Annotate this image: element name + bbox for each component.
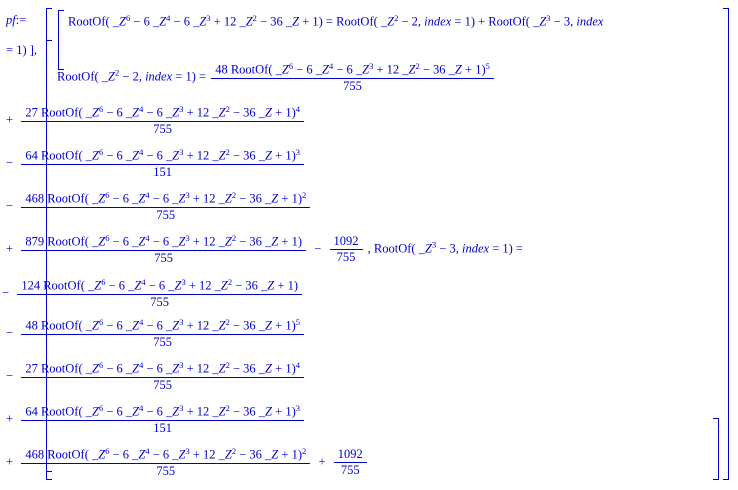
fraction-line11-trailing: $\frac{1092}{755}$ — [334, 448, 367, 477]
line-7: − $\frac{124 RootOf( \_Z^6 - 6 \_Z^4 - 6 \_Z^3 + 12 \_Z^2 - 36 \_Z + 1)}{755}$ — [2, 278, 304, 309]
line-11: + $\frac{468 RootOf( \_Z^6 - 6 \_Z^4 - 6 \_Z^3 + 12 \_Z^2 - 36 \_Z + 1)^2}{755}$ + $\frac{1092}{755}$ — [6, 447, 369, 478]
fraction-line5: $\frac{468 RootOf( \_Z^6 - 6 \_Z^4 - 6 \_Z^3 + 12 \_Z^2 - 36 \_Z + 1)^2}{755}$ — [21, 191, 310, 222]
fraction-line6: $\frac{879 RootOf( \_Z^6 - 6 \_Z^4 - 6 \_Z^3 + 12 \_Z^2 - 36 \_Z + 1)}{755}$ — [21, 234, 306, 265]
fraction-line9: $\frac{27 RootOf( \_Z^6 - 6 \_Z^4 - 6 \_Z^3 + 12 \_Z^2 - 36 \_Z + 1)^4}{755}$ — [21, 361, 304, 392]
line-1-expression: RootOf( $\_Z^6 - 6$ $\_Z^4 - 6$ $\_Z^3 + 12$ $\_Z^2 - 36$ _Z + 1) = RootOf( $\_Z^2 - 2$, index = 1) + RootOf( $\_Z^3 - 3$, index — [68, 13, 604, 29]
line-6: + $\frac{879 RootOf( \_Z^6 - 6 \_Z^4 - 6 \_Z^3 + 12 \_Z^2 - 36 \_Z + 1)}{755}$ − $\frac{1092}{755}$ , RootOf( $\_Z^3 - 3$, index = 1) = — [6, 233, 523, 265]
fraction-denominator: 755 — [343, 78, 362, 93]
fraction-line8: $\frac{48 RootOf( \_Z^6 - 6 \_Z^4 - 6 \_Z^3 + 12 \_Z^2 - 36 \_Z + 1)^5}{755}$ — [21, 318, 304, 349]
line-2-prefix: = 1) ], — [6, 43, 38, 57]
line-8: − $\frac{48 RootOf( \_Z^6 - 6 \_Z^4 - 6 \_Z^3 + 12 \_Z^2 - 36 \_Z + 1)^5}{755}$ — [6, 318, 306, 349]
fraction-line7: $\frac{124 RootOf( \_Z^6 - 6 \_Z^4 - 6 \_Z^3 + 12 \_Z^2 - 36 \_Z + 1)}{755}$ — [17, 278, 302, 309]
outer-right-bracket — [723, 8, 729, 480]
line-2-expression: RootOf( $\_Z^2 - 2$, index = 1) = $\frac{48 RootOf( \_Z^6 - 6 \_Z^4 - 6 \_Z^3 + 12 \_Z^2 - 36 \_Z + 1)^5}{755}$ — [57, 62, 496, 93]
line-4: − $\frac{64 RootOf( \_Z^6 - 6 \_Z^4 - 6 \_Z^3 + 12 \_Z^2 - 36 \_Z + 1)^3}{151}$ — [6, 148, 306, 179]
fraction-numerator: 48 RootOf( $\_Z^6 - 6$ $\_Z^4 - 6$ $\_Z^3 + 12$ $\_Z^2 - 36$ _Z + 1)$^5$ — [215, 61, 490, 77]
fraction-line3: $\frac{27 RootOf( \_Z^6 - 6 \_Z^4 - 6 \_Z^3 + 12 \_Z^2 - 36 \_Z + 1)^4}{755}$ — [21, 105, 304, 136]
assign-operator: := — [15, 13, 27, 27]
inner-bracket-1-left — [58, 10, 64, 70]
fraction-line10: $\frac{64 RootOf( \_Z^6 - 6 \_Z^4 - 6 \_Z^3 + 12 \_Z^2 - 36 \_Z + 1)^3}{151}$ — [21, 404, 304, 435]
fraction-line4: $\frac{64 RootOf( \_Z^6 - 6 \_Z^4 - 6 \_Z^3 + 12 \_Z^2 - 36 \_Z + 1)^3}{151}$ — [21, 148, 304, 179]
pf-name: pf — [6, 13, 16, 27]
line-10: + $\frac{64 RootOf( \_Z^6 - 6 \_Z^4 - 6 \_Z^3 + 12 \_Z^2 - 36 \_Z + 1)^3}{151}$ — [6, 404, 306, 435]
inner-bracket-2-right — [713, 418, 719, 480]
fraction-line11: $\frac{468 RootOf( \_Z^6 - 6 \_Z^4 - 6 \_Z^3 + 12 \_Z^2 - 36 \_Z + 1)^2}{755}$ — [21, 447, 310, 478]
line-5: − $\frac{468 RootOf( \_Z^6 - 6 \_Z^4 - 6 \_Z^3 + 12 \_Z^2 - 36 \_Z + 1)^2}{755}$ — [6, 191, 312, 222]
fraction-line2 — [211, 62, 494, 93]
assignment-label — [6, 14, 26, 27]
fraction-line6-trailing: $\frac{1092}{755}$ — [330, 235, 363, 264]
line-9: − $\frac{27 RootOf( \_Z^6 - 6 \_Z^4 - 6 \_Z^3 + 12 \_Z^2 - 36 \_Z + 1)^4}{755}$ — [6, 361, 306, 392]
line-3: + $\frac{27 RootOf( \_Z^6 - 6 \_Z^4 - 6 \_Z^3 + 12 \_Z^2 - 36 \_Z + 1)^4}{755}$ — [6, 105, 306, 136]
